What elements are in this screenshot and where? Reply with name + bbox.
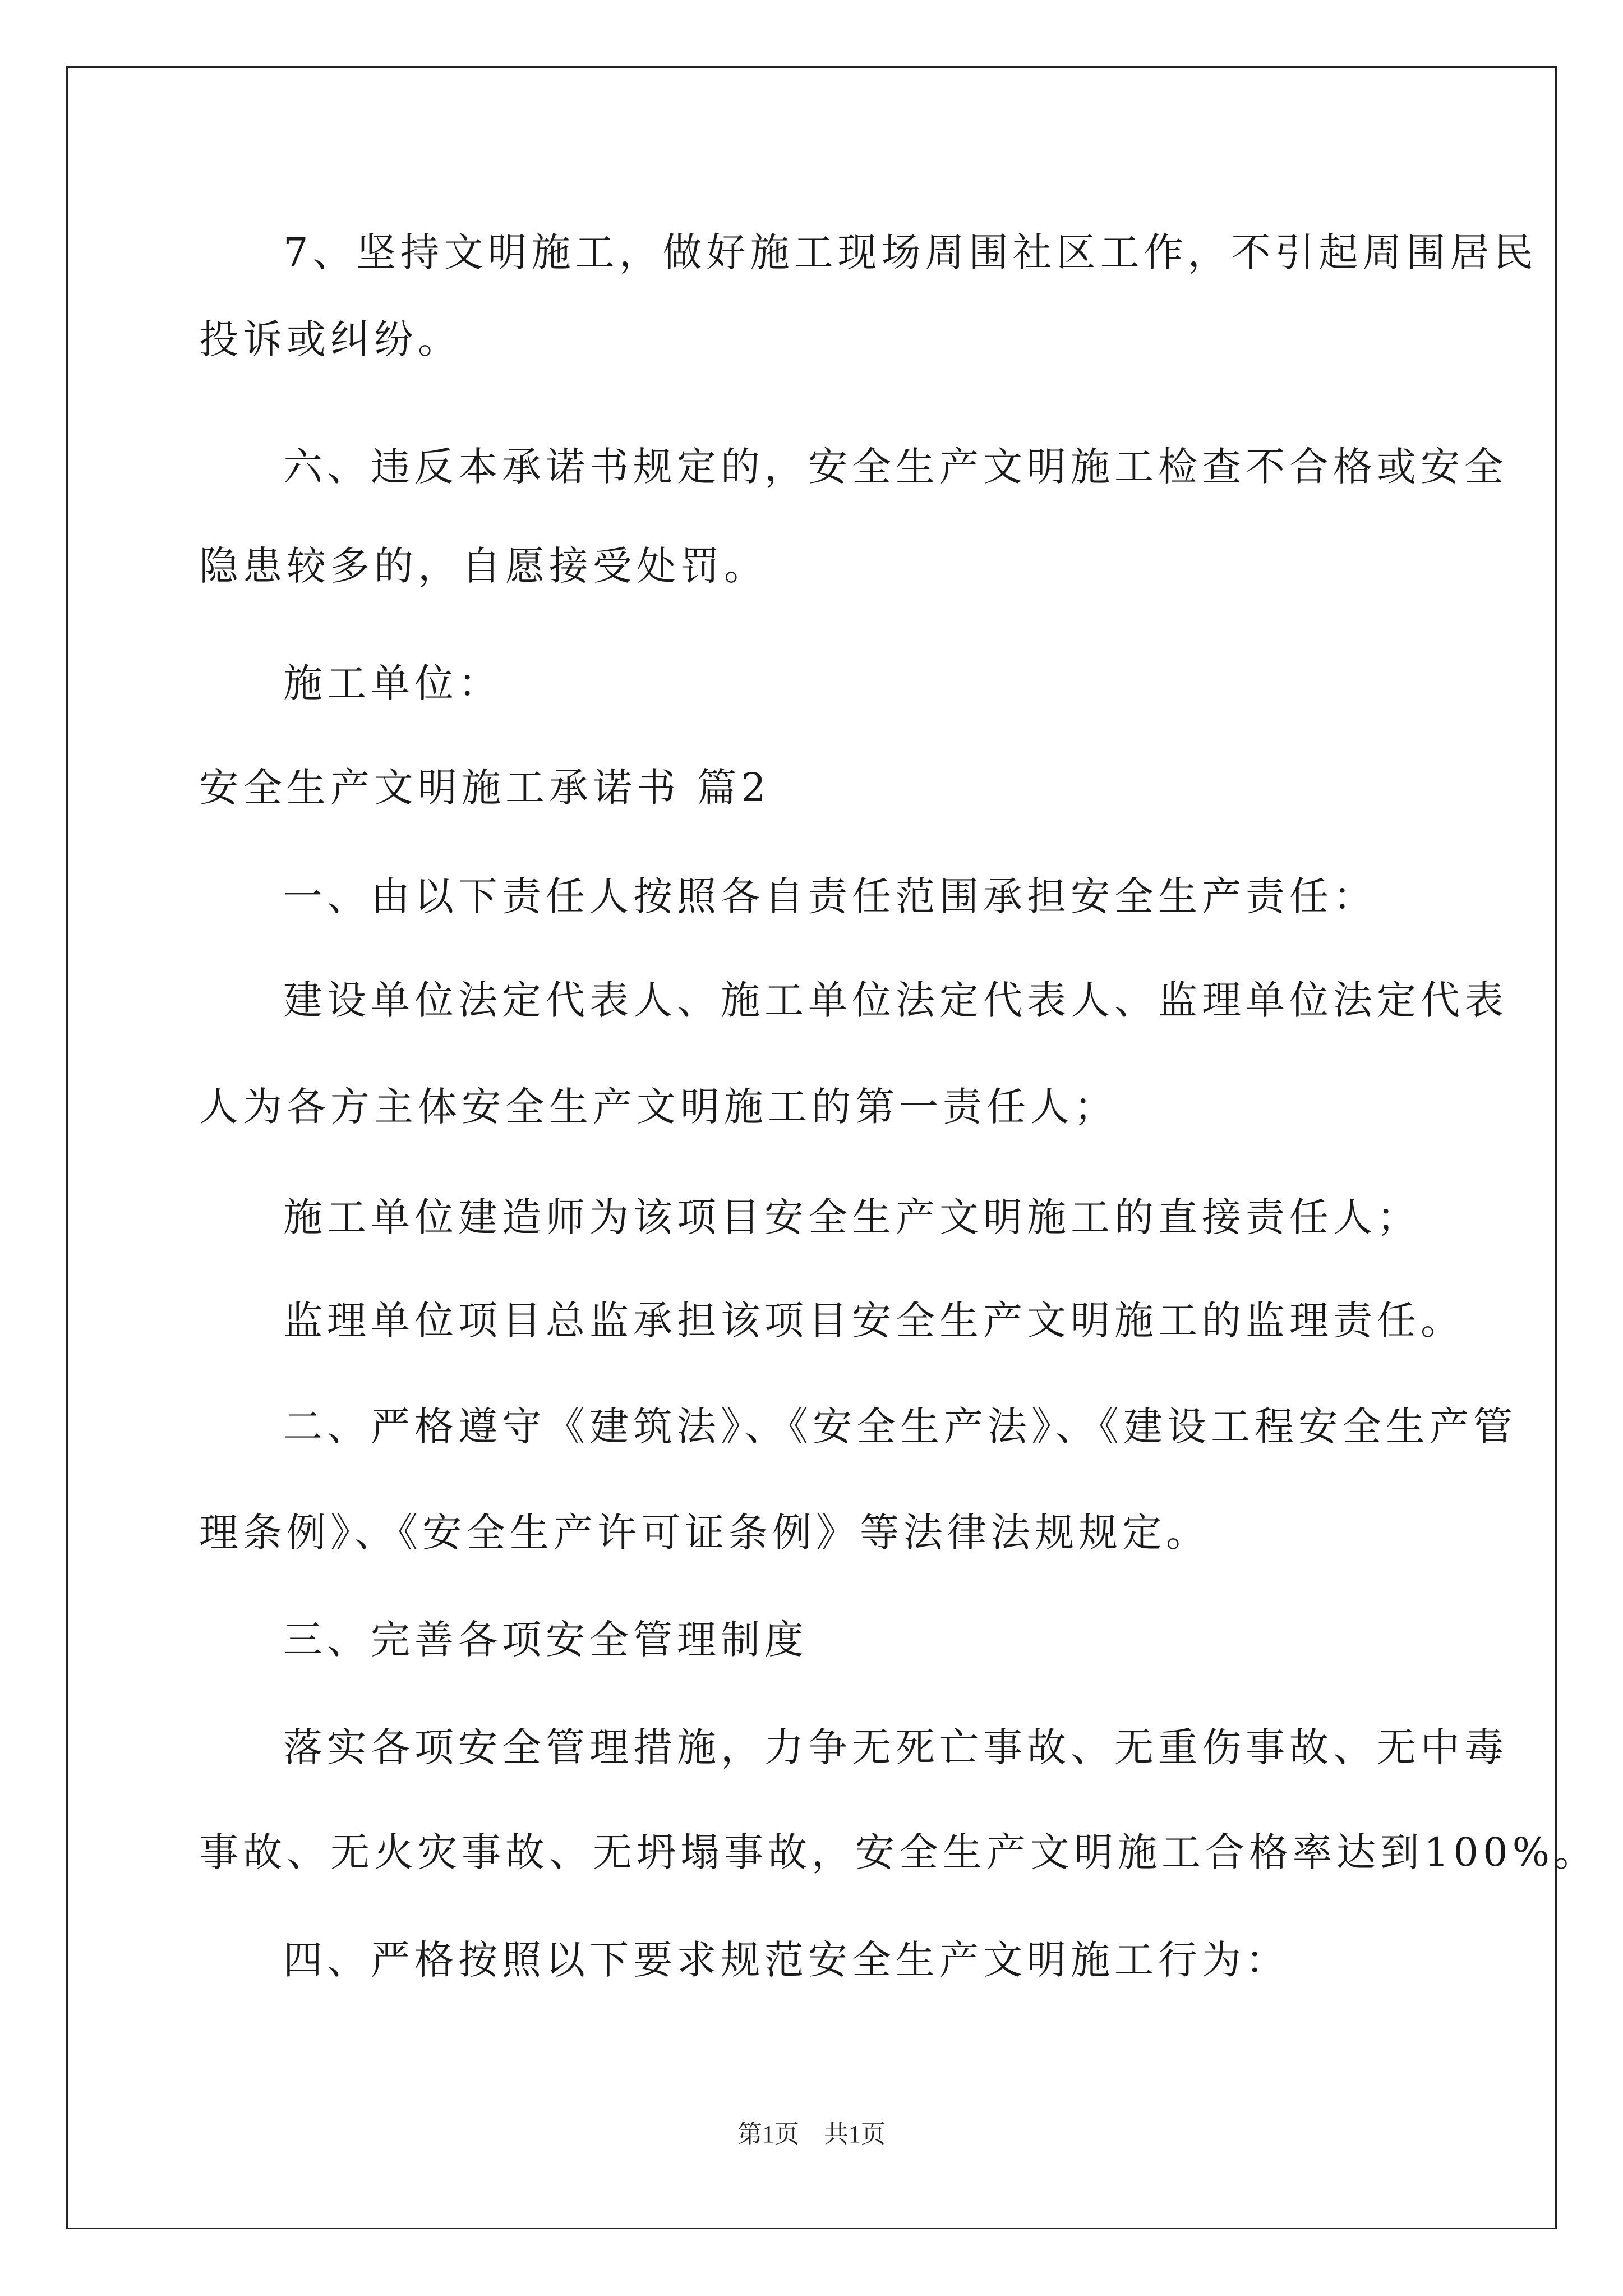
- section-heading: 安全生产文明施工承诺书 篇2: [199, 765, 771, 811]
- page-border: [66, 66, 1557, 2229]
- paragraph-line: 人为各方主体安全生产文明施工的第一责任人；: [199, 1084, 1118, 1130]
- page-number: 第1页 共1页: [737, 2120, 886, 2148]
- paragraph-line: 事故、无火灾事故、无坍塌事故，安全生产文明施工合格率达到100%。: [199, 1829, 1598, 1875]
- paragraph-line: 一、由以下责任人按照各自责任范围承担安全生产责任：: [283, 873, 1377, 919]
- paragraph-line: 落实各项安全管理措施，力争无死亡事故、无重伤事故、无中毒: [283, 1724, 1508, 1770]
- paragraph-line: 理条例》、《安全生产许可证条例》等法律法规规定。: [199, 1510, 1210, 1556]
- paragraph-line: 施工单位：: [283, 660, 502, 706]
- paragraph-line: 二、严格遵守《建筑法》、《安全生产法》、《建设工程安全生产管: [283, 1404, 1517, 1450]
- paragraph-line: 施工单位建造师为该项目安全生产文明施工的直接责任人；: [283, 1194, 1421, 1240]
- paragraph-line: 三、完善各项安全管理制度: [283, 1617, 808, 1663]
- paragraph-line: 监理单位项目总监承担该项目安全生产文明施工的监理责任。: [283, 1297, 1464, 1343]
- paragraph-line: 建设单位法定代表人、施工单位法定代表人、监理单位法定代表: [283, 977, 1508, 1023]
- paragraph-line: 7、坚持文明施工，做好施工现场周围社区工作，不引起周围居民: [283, 229, 1538, 275]
- paragraph-line: 四、严格按照以下要求规范安全生产文明施工行为：: [283, 1937, 1289, 1983]
- paragraph-line: 六、违反本承诺书规定的，安全生产文明施工检查不合格或安全: [283, 444, 1508, 490]
- paragraph-line: 投诉或纠纷。: [199, 316, 462, 362]
- paragraph-line: 隐患较多的，自愿接受处罚。: [199, 543, 768, 589]
